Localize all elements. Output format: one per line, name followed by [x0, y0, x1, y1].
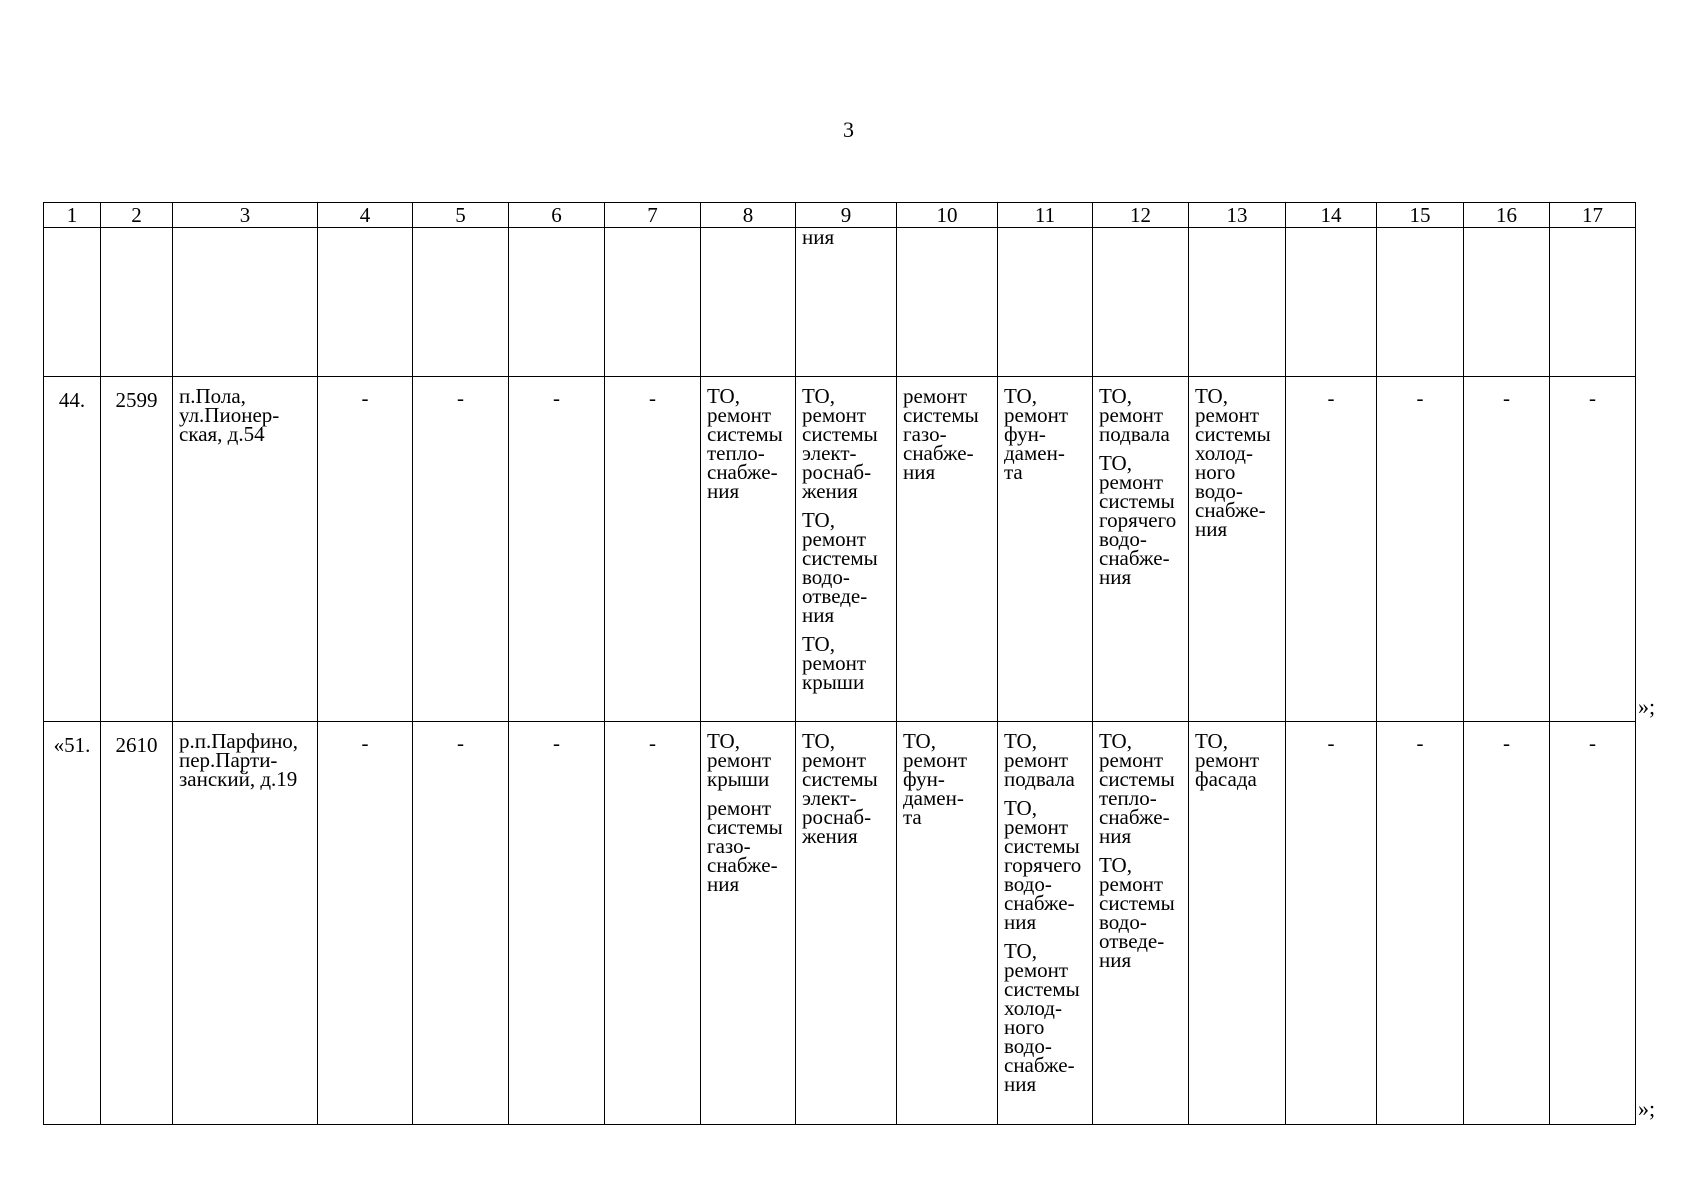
- page-number: 3: [843, 117, 854, 142]
- table-cell: -: [413, 377, 509, 722]
- cell-text: газо-: [903, 422, 947, 446]
- cell-text: ул.Пионер-: [179, 403, 280, 427]
- cell-text: ремонт: [802, 651, 867, 675]
- cell-text: ТО,: [707, 729, 740, 753]
- cell-text: системы: [707, 422, 783, 446]
- cell-text: газо-: [707, 834, 751, 858]
- table-cell: [1189, 228, 1286, 377]
- works-cell: [1189, 722, 1286, 1125]
- cell-text: снабже-: [707, 853, 778, 877]
- work-entry: [802, 508, 892, 627]
- table-cell: [1093, 228, 1189, 377]
- work-entry: [802, 632, 892, 694]
- table-cell: [509, 228, 605, 377]
- column-number: 12: [1093, 203, 1189, 228]
- cell-text: холод-: [1004, 996, 1062, 1020]
- table-cell: [1550, 228, 1636, 377]
- table-cell: [796, 228, 897, 377]
- table-cell: -: [1550, 722, 1636, 1125]
- cell-text: роснаб-: [802, 460, 872, 484]
- cell-text: ТО,: [1099, 853, 1132, 877]
- cell-text: занский, д.19: [179, 767, 298, 791]
- cell-text: тепло-: [1099, 786, 1157, 810]
- table-cell: -: [1377, 377, 1464, 722]
- work-entry: [903, 384, 993, 484]
- table-cell: [44, 228, 101, 377]
- cell-text: снабже-: [1004, 891, 1075, 915]
- cell-text: снабже-: [707, 460, 778, 484]
- cell-text: снабже-: [903, 441, 974, 465]
- cell-text: дамен-: [1004, 441, 1065, 465]
- work-entry: [802, 729, 892, 848]
- cell-text: ремонт: [1195, 403, 1260, 427]
- cell-text: фун-: [903, 767, 945, 791]
- column-number: 8: [701, 203, 796, 228]
- table-cell: -: [318, 377, 413, 722]
- works-cell: [1093, 722, 1189, 1125]
- cell-text: ремонт: [1004, 403, 1069, 427]
- cell-text: дамен-: [903, 786, 964, 810]
- cell-text: тепло-: [707, 441, 765, 465]
- work-entry: [1099, 729, 1184, 848]
- cell-text: ния: [1004, 1072, 1037, 1096]
- column-number: 7: [605, 203, 701, 228]
- table-cell: -: [1464, 722, 1550, 1125]
- cell-text: водо-: [1195, 479, 1243, 503]
- cell-text: снабже-: [1099, 546, 1170, 570]
- cell-text: ремонт: [903, 748, 968, 772]
- table-cell: [101, 228, 173, 377]
- column-number: 9: [796, 203, 897, 228]
- closing-quote: »;: [1638, 1096, 1656, 1121]
- cell-text: ремонт: [1099, 872, 1164, 896]
- works-table: [43, 202, 1636, 1125]
- table-cell: -: [509, 722, 605, 1125]
- cell-text: ремонт: [707, 796, 772, 820]
- cell-text: ремонт: [1099, 403, 1164, 427]
- work-entry: [1004, 384, 1088, 484]
- cell-text: водо-: [802, 565, 850, 589]
- work-entry: [802, 384, 892, 503]
- cell-text: ния: [802, 603, 835, 627]
- cell-text: снабже-: [1195, 498, 1266, 522]
- table-cell: -: [1550, 377, 1636, 722]
- cell-text: системы: [1099, 891, 1175, 915]
- cell-text: ТО,: [707, 384, 740, 408]
- cell-text: системы: [1099, 489, 1175, 513]
- work-entry: [707, 384, 791, 503]
- cell-text: элект-: [802, 441, 857, 465]
- table-cell: [998, 228, 1093, 377]
- row-number: 44.: [44, 377, 101, 722]
- cell-text: ТО,: [802, 384, 835, 408]
- cell-text: ния: [903, 460, 936, 484]
- cell-text: ремонт: [903, 384, 968, 408]
- cell-text: ТО,: [1004, 939, 1037, 963]
- table-cell: [701, 228, 796, 377]
- works-cell: [796, 377, 897, 722]
- table-row: [44, 377, 1636, 722]
- cell-text: ния: [1004, 910, 1037, 934]
- column-number: 4: [318, 203, 413, 228]
- cell-text: жения: [802, 824, 858, 848]
- cell-text: системы: [903, 403, 979, 427]
- cell-text: ремонт: [802, 527, 867, 551]
- cell-text: ТО,: [1099, 384, 1132, 408]
- work-entry: [1099, 384, 1184, 446]
- table-cell: -: [1464, 377, 1550, 722]
- table-cell: -: [605, 377, 701, 722]
- object-code: 2610: [101, 722, 173, 1125]
- cell-text: жения: [802, 479, 858, 503]
- cell-text: системы: [707, 815, 783, 839]
- cell-text: ТО,: [802, 729, 835, 753]
- cell-text: та: [903, 805, 922, 829]
- cell-text: системы: [1004, 834, 1080, 858]
- address-cell: [173, 722, 318, 1125]
- cell-text: фун-: [1004, 422, 1046, 446]
- table-cell: [897, 228, 998, 377]
- cell-text: ния: [707, 479, 740, 503]
- column-number-row: [44, 203, 1636, 228]
- row-number: «51.: [44, 722, 101, 1125]
- work-entry: [1099, 853, 1184, 972]
- column-number: 2: [101, 203, 173, 228]
- cell-text: холод-: [1195, 441, 1253, 465]
- table-cell: -: [1377, 722, 1464, 1125]
- cell-text: горячего: [1004, 853, 1082, 877]
- work-entry: [1195, 729, 1281, 791]
- cell-text: ская, д.54: [179, 422, 265, 446]
- table-cell: -: [1286, 377, 1377, 722]
- cell-text: ТО,: [1195, 384, 1228, 408]
- works-cell: [897, 377, 998, 722]
- column-number: 14: [1286, 203, 1377, 228]
- table-cell: [173, 228, 318, 377]
- table-cell: [1286, 228, 1377, 377]
- cell-text: ТО,: [802, 508, 835, 532]
- cell-text: ТО,: [903, 729, 936, 753]
- cell-text: системы: [802, 422, 878, 446]
- cell-text: ТО,: [1004, 384, 1037, 408]
- work-entry: [707, 796, 791, 896]
- cell-text: ремонт: [1004, 815, 1069, 839]
- cell-text: системы: [1004, 977, 1080, 1001]
- cell-text: р.п.Парфино,: [179, 729, 299, 753]
- cell-text: ТО,: [1195, 729, 1228, 753]
- cell-text: подвала: [1004, 767, 1075, 791]
- work-entry: [903, 729, 993, 829]
- cell-text: ния: [802, 227, 835, 249]
- cell-text: ТО,: [1099, 451, 1132, 475]
- cell-text: крыши: [707, 767, 770, 791]
- cell-text: ТО,: [1004, 729, 1037, 753]
- cell-text: водо-: [1004, 1034, 1052, 1058]
- works-cell: [998, 722, 1093, 1125]
- column-number: 17: [1550, 203, 1636, 228]
- cell-text: ремонт: [707, 748, 772, 772]
- cell-text: та: [1004, 460, 1023, 484]
- cell-text: ния: [1195, 517, 1228, 541]
- works-cell: [701, 722, 796, 1125]
- cell-text: подвала: [1099, 422, 1170, 446]
- work-entry: [1195, 384, 1281, 541]
- work-entry: [1004, 796, 1088, 934]
- cell-text: фасада: [1195, 767, 1257, 791]
- work-entry: [1004, 729, 1088, 791]
- column-number: 6: [509, 203, 605, 228]
- cell-text: отведе-: [1099, 929, 1165, 953]
- works-cell: [796, 722, 897, 1125]
- cell-text: ния: [1099, 824, 1132, 848]
- cell-text: роснаб-: [802, 805, 872, 829]
- cell-text: ремонт: [802, 748, 867, 772]
- column-number: 10: [897, 203, 998, 228]
- cell-text: ния: [1099, 948, 1132, 972]
- table-cell: -: [605, 722, 701, 1125]
- work-entry: [1099, 451, 1184, 589]
- cell-text: ремонт: [1004, 748, 1069, 772]
- column-number: 16: [1464, 203, 1550, 228]
- cell-text: системы: [1099, 767, 1175, 791]
- cell-text: системы: [802, 546, 878, 570]
- works-cell: [1189, 377, 1286, 722]
- table-cell: [413, 228, 509, 377]
- work-entry: [1004, 939, 1088, 1096]
- column-number: 13: [1189, 203, 1286, 228]
- cell-text: элект-: [802, 786, 857, 810]
- cell-text: ТО,: [1099, 729, 1132, 753]
- cell-text: отведе-: [802, 584, 868, 608]
- cell-text: пер.Парти-: [179, 748, 278, 772]
- cell-text: системы: [802, 767, 878, 791]
- cell-text: водо-: [1004, 872, 1052, 896]
- cell-text: ТО,: [802, 632, 835, 656]
- column-number: 5: [413, 203, 509, 228]
- cell-text: снабже-: [1004, 1053, 1075, 1077]
- cell-text: ремонт: [707, 403, 772, 427]
- work-entry: [707, 729, 791, 791]
- works-cell: [701, 377, 796, 722]
- closing-quote: »;: [1638, 694, 1656, 719]
- cell-text: горячего: [1099, 508, 1177, 532]
- cell-text: п.Пола,: [179, 384, 246, 408]
- table-cell: -: [1286, 722, 1377, 1125]
- cell-text: ТО,: [1004, 796, 1037, 820]
- cell-text: водо-: [1099, 910, 1147, 934]
- table-cell: [1377, 228, 1464, 377]
- column-number: 3: [173, 203, 318, 228]
- cell-text: ремонт: [1099, 748, 1164, 772]
- cell-text: ремонт: [1099, 470, 1164, 494]
- table-row: [44, 722, 1636, 1125]
- column-number: 15: [1377, 203, 1464, 228]
- table-cell: -: [509, 377, 605, 722]
- cell-text: водо-: [1099, 527, 1147, 551]
- address-cell: [173, 377, 318, 722]
- column-number: 11: [998, 203, 1093, 228]
- column-number: 1: [44, 203, 101, 228]
- table-cell: -: [413, 722, 509, 1125]
- cell-text: ного: [1004, 1015, 1045, 1039]
- works-cell: [998, 377, 1093, 722]
- cell-text: ния: [707, 872, 740, 896]
- cell-text: ного: [1195, 460, 1236, 484]
- cell-text: ремонт: [1195, 748, 1260, 772]
- cell-text: системы: [1195, 422, 1271, 446]
- table-cell: -: [318, 722, 413, 1125]
- cell-text: ремонт: [1004, 958, 1069, 982]
- object-code: 2599: [101, 377, 173, 722]
- cell-text: крыши: [802, 670, 865, 694]
- table-cell: [1464, 228, 1550, 377]
- cell-text: ния: [1099, 565, 1132, 589]
- continuation-row: [44, 228, 1636, 377]
- works-cell: [897, 722, 998, 1125]
- cell-text: снабже-: [1099, 805, 1170, 829]
- table-cell: [318, 228, 413, 377]
- cell-text: ремонт: [802, 403, 867, 427]
- works-cell: [1093, 377, 1189, 722]
- table-cell: [605, 228, 701, 377]
